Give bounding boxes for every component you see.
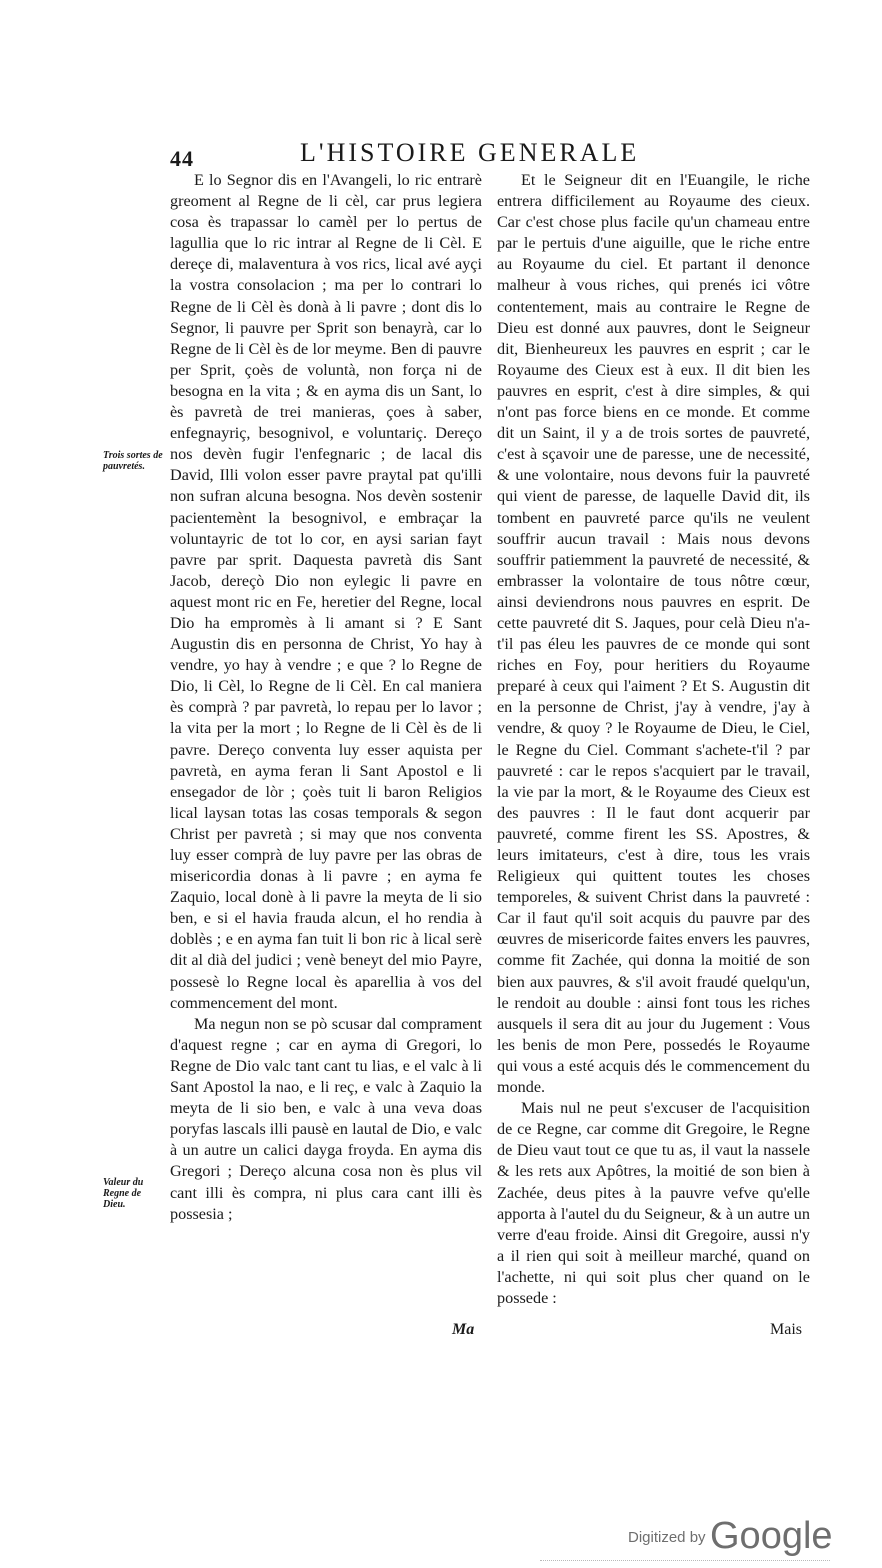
watermark-prefix: Digitized by: [628, 1529, 706, 1546]
page-number: 44: [170, 146, 194, 171]
french-paragraph-1: Et le Seigneur dit en l'Euangile, le riche entrera difficilement au Royaume des cieux. Car c'est chose plus facile qu'un chameau entre par le pertuis d'une aiguille, que le riche entre au Royaume du ciel. Et partant il denonce malheur à vous riches, qui prenés ici vôtre contentement, mais au contraire le Regne de Dieu est donné aux pauvres, dont le Seigneur dit, Bienheureux les pauvres en esprit ; car le Royaume des Cieux est à eux. Il dit bien les pauvres en esprit, c'est à dire simples, & qui n'ont pas force biens en ce monde. Et comme dit un Saint, il y a de trois sortes de pauvreté, c'est à sçavoir une de paresse, une de necessité, & une volontaire, nous devons fuir la pauvreté qui vient de paresse, de laquelle David dit, ils tombent en pauvreté parce qu'ils ne veulent souffrir aucun travail : Mais nous devons souffrir patiemment la pauvreté de necessité, & embrasser la volontaire de tous nôtre cœur, ainsi deviendrons nous pauvres en esprit. De cette pauvreté dit S. Jaques, pour celà Dieu n'a-t'il pas éleu les pauvres de ce monde qui sont riches en Foy, pour heritiers du Royaume preparé à ceux qui l'aiment ? Et S. Augustin dit en la personne de Christ, j'ay à vendre, j'ay à vendre, & quoy ? le Royaume de Dieu, le Ciel, le Regne du Ciel. Commant s'achete-t'il ? par pauvreté : car le repos s'acquiert par le travail, la vie par la mort, & le Royaume des Cieux est des pauvres : Il le faut dont acquerir par pauvreté, comme firent les SS. Apostres, & leurs imitateurs, c'est à dire, tous les vrais Religieux qui quittent toutes les choses temporeles, & suivent Christ dans la pauvreté : Car il faut qu'il soit acquis du pauvre par des œuvres de misericorde faites envers les pauvres, comme fit Zachée, qui donna la moitié de son bien aux pauvres, & s'il avoit fraudé quelqu'un, le rendoit au double : ainsi font tous les riches ausquels il sera dit au jour du Jugement : Vous les benis de mon Pere, possedés le Royaume qui vous a esté acquis dés le commencement du monde.: [497, 171, 810, 1097]
catchword-right: Mais: [770, 1321, 802, 1338]
digitized-by-google-watermark: [628, 1515, 833, 1558]
page-edge-artifact: [540, 1560, 830, 1564]
occitan-column: [170, 170, 482, 1225]
google-logo: Google: [710, 1515, 833, 1557]
occitan-paragraph-1: E lo Segnor dis en l'Avangeli, lo ric entrarè greoment al Regne de li cèl, car prus legiera cosa ès trapassar lo camèl per lo pertus de lagullia que lo ric intrar al Regne de li Cèl. E dereçe di, malaventura à vos rics, lical avé ayçi la vostra consolacion ; ma per lo contrari lo Regne de li Cèl ès donà à li pavre ; dont dis lo Segnor, li pauvre per Sprit son benayrà, car lo Regne de li Cèl ès de lor meyme. Ben di pauvre per Sprit, çoès de voluntà, non força ni de besogna en la vita ; & en ayma dis un Sant, lo ès pavretà de trei manieras, çoes à saber, enfegnayriç, besognivol, e voluntariç. Dereço nos devèn fugir l'enfegnaric ; de lacal dis David, Illi volon esser pavre praytal pat qu'illi non sufran alcuna besogna. Nos devèn sostenir pacientemènt la besognivol, e embraçar la voluntayric de tot lo cor, en aysi sarian fayt pavre par sprit. Daquesta pavretà dis Sant Jacob, dereçò Dio non eylegic li pavre en aquest mont ric en Fe, heretier del Regne, local Dio ha empromès à li amant si ? E Sant Augustin dis en personna de Christ, Yo hay à vendre, yo hay à vendre ; e que ? lo Regne de Dio, li Cèl, lo Regne de li Cèl. En cal maniera ès comprà ? par pavretà, lo repau per lo lavor ; la vita per la mort ; lo Regne de li Cèl ès de li pavre. Dereço conventa luy esser aquista per pavretà, en ayma feran li Sant Apostol e li ensegador de lòr ; çoès tuit li baron Religios lical laysan totas las cosas temporals & segon Christ per pavretà ; si may que nos conventa luy esser comprà de luy pavre per las obras de misericordia donas à li pavre ; en ayma fe Zaquio, local donè à li pavre la meyta de li sio ben, e si el havia frauda alcun, el ho rendia à doblès ; e en ayma fan tuit li bon ric à lical serè dit al dià del judici ; venè beneyt del mio Payre, possesè lo Regne local ès aparellia à vos del commencement del mont.: [170, 171, 482, 1012]
french-column: [497, 170, 810, 1309]
running-head: L'HISTOIRE GENERALE: [300, 138, 640, 167]
french-paragraph-2: Mais nul ne peut s'excuser de l'acquisition de ce Regne, car comme dit Gregoire, le Regne de Dieu vaut tout ce que tu as, il vaut la nassele & les rets aux Apôtres, la moitié de son bien à Zachée, deus pites à la pauvre vefve qu'elle apporta à l'autel du du Seigneur, & à un autre un verre d'eau froide. Ainsi dit Gregoire, aussi n'y a il rien qui soit à meilleur marché, quand on l'achette, ni qui soit plus cher quand on le possede :: [497, 1099, 810, 1307]
occitan-paragraph-2: Ma negun non se pò scusar dal comprament d'aquest regne ; car en ayma di Gregori, lo Regne de Dio valc tant cant tu lias, e el valc à li Sant Apostol la nao, e li reç, e valc à Zaquio la meyta de li sio ben, e valc à una veva doas poryfas lascals illi pausè en lautal de Dio, e valc à un autre un calici dayga froyda. En ayma dis Gregori ; Dereço alcuna cosa non ès plus vil cant illi ès compra, ni plus cara cant illi ès possesia ;: [170, 1014, 482, 1223]
catchword-left: Ma: [452, 1321, 475, 1338]
margin-note-three-kinds-of-poverty: Trois sortes de pauvretés.: [103, 450, 163, 472]
margin-note-value-of-kingdom: Valeur du Regne de Dieu.: [103, 1177, 144, 1210]
